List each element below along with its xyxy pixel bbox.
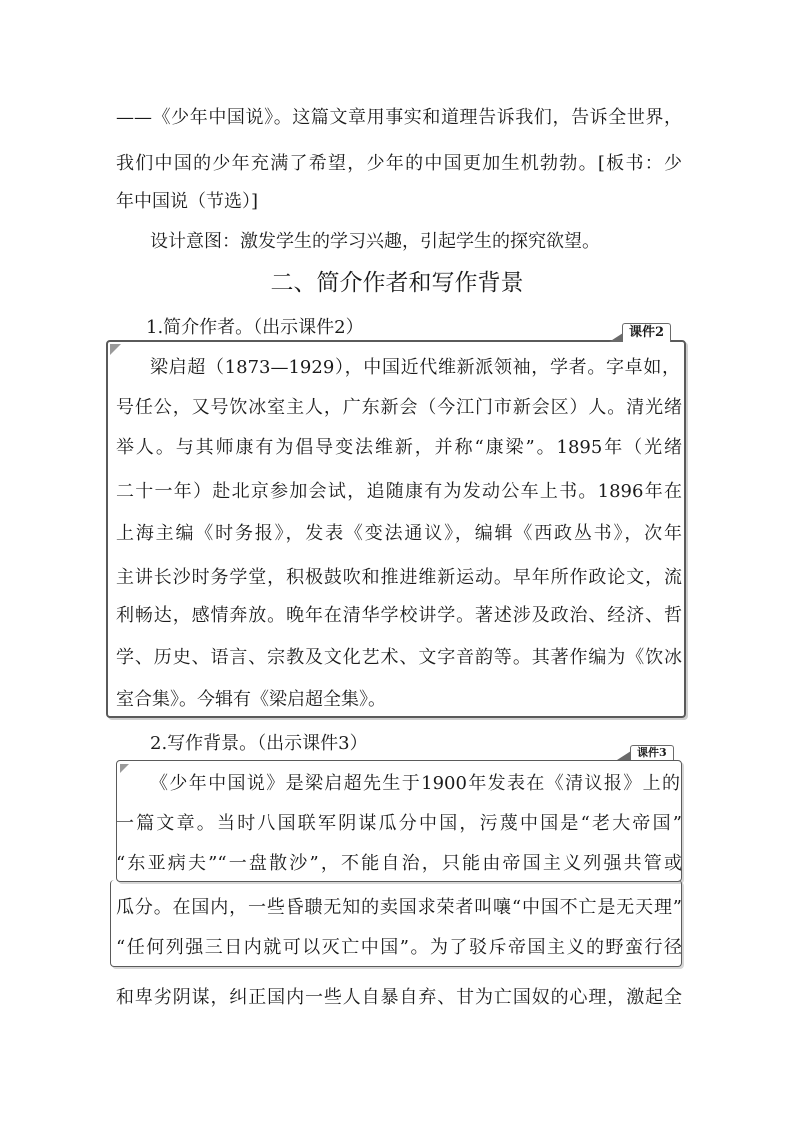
intro-line-3: 年中国说（节选）] (116, 191, 259, 212)
bio-line-4: 二十一年）赴北京参加会试，追随康有为发动公车上书。1896年在 (116, 481, 682, 502)
corner-fold-icon-2 (120, 764, 129, 773)
bg-line-2: 一篇文章。当时八国联军阴谋瓜分中国，污蔑中国是“老大帝国” (116, 813, 682, 834)
bio-line-8: 学、历史、语言、宗教及文化艺术、文字音韵等。其著作编为《饮冰 (116, 647, 682, 668)
bg-line-4: 瓜分。在国内，一些昏聩无知的卖国求荣者叫嚷“中国不亡是无天理” (116, 897, 682, 918)
design-intent: 设计意图：激发学生的学习兴趣，引起学生的探究欲望。 (150, 231, 600, 252)
bg-line-3: “东亚病夫”“一盘散沙”，不能自治，只能由帝国主义列强共管或 (116, 853, 682, 874)
bg-line-1: 《少年中国说》是梁启超先生于1900年发表在《清议报》上的 (150, 773, 680, 794)
bio-line-3: 举人。与其师康有为倡导变法维新，并称“康梁”。1895年（光绪 (116, 437, 682, 458)
courseware-2-tag: 课件2 (622, 323, 671, 342)
item1-title: 1.简介作者。（出示课件2） (146, 317, 364, 338)
intro-line-1: ——《少年中国说》。这篇文章用事实和道理告诉我们，告诉全世界， (116, 107, 682, 128)
bio-line-5: 上海主编《时务报》，发表《变法通议》，编辑《西政丛书》，次年 (116, 523, 682, 544)
bio-line-2: 号任公，又号饮冰室主人，广东新会（今江门市新会区）人。清光绪 (116, 397, 682, 418)
section-heading: 二、简介作者和写作背景 (270, 270, 524, 296)
corner-fold-icon (110, 344, 121, 355)
bg-line-5: “任何列强三日内就可以灭亡中国”。为了驳斥帝国主义的野蛮行径 (116, 937, 682, 958)
intro-line-2: 我们中国的少年充满了希望，少年的中国更加生机勃勃。[板书：少 (116, 153, 682, 174)
bio-line-1: 梁启超（1873—1929），中国近代维新派领袖，学者。字卓如， (150, 357, 680, 378)
bg-line-6: 和卑劣阴谋，纠正国内一些人自暴自弃、甘为亡国奴的心理，激起全 (116, 987, 682, 1008)
courseware-3-tag: 课件3 (630, 745, 674, 760)
bio-line-9: 室合集》。今辑有《梁启超全集》。 (116, 689, 386, 710)
item2-title: 2.写作背景。（出示课件3） (150, 733, 368, 754)
bio-line-7: 利畅达，感情奔放。晚年在清华学校讲学。著述涉及政治、经济、哲 (116, 605, 682, 626)
bio-line-6: 主讲长沙时务学堂，积极鼓吹和推进维新运动。早年所作政论文，流 (116, 567, 682, 588)
